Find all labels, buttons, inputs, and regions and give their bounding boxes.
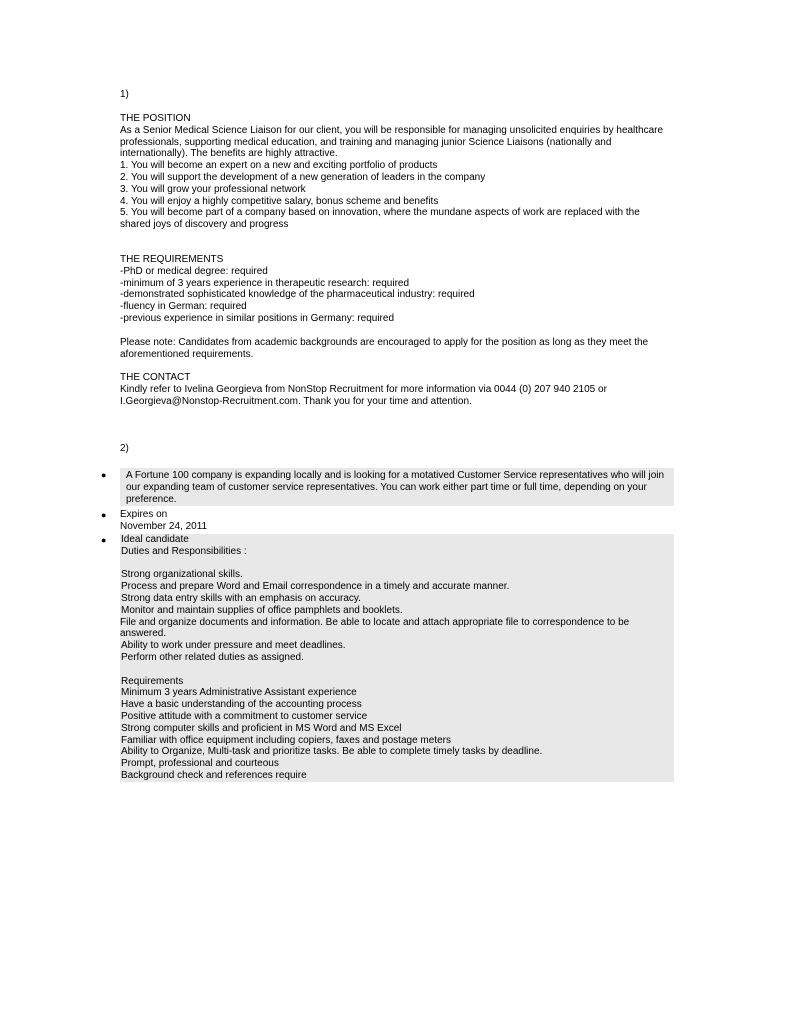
blank-line bbox=[120, 558, 674, 570]
requirements-heading: Requirements bbox=[121, 675, 184, 687]
benefit-item: 1. You will become an expert on a new and exciting portfolio of products bbox=[120, 160, 438, 172]
requirement-item: -fluency in German: required bbox=[120, 301, 247, 313]
benefit-item: 4. You will enjoy a highly competitive salary, bonus scheme and benefits bbox=[120, 195, 439, 207]
position-heading: THE POSITION bbox=[120, 113, 191, 124]
requirement-item: Strong computer skills and proficient in MS Word and MS Excel bbox=[121, 722, 402, 734]
requirement-item: -PhD or medical degree: required bbox=[120, 265, 268, 277]
requirement-item: Have a basic understanding of the accounting process bbox=[121, 699, 362, 711]
requirement-item: Background check and references require bbox=[121, 769, 307, 781]
duty-item: Process and prepare Word and Email correspondence in a timely and accurate manner. bbox=[121, 581, 510, 593]
bullet-icon: ● bbox=[101, 470, 107, 480]
ideal-candidate-label: Ideal candidate bbox=[121, 534, 189, 545]
contact-text: Kindly refer to Ivelina Georgieva from NonStop Recruitment for more information via 0044 (0) 207 940 2105 or I.Georgieva@Nonstop-Recruitment.com. Thank you for your time and attention. bbox=[120, 383, 607, 407]
requirements-section bbox=[120, 254, 680, 325]
duty-item: Ability to work under pressure and meet deadlines. bbox=[121, 640, 346, 652]
section-number: 2) bbox=[120, 443, 129, 454]
expires-item bbox=[120, 509, 674, 533]
job-intro-item bbox=[120, 468, 674, 506]
requirement-item: -demonstrated sophisticated knowledge of the pharmaceutical industry: required bbox=[120, 289, 475, 301]
position-intro: As a Senior Medical Science Liaison for our client, you will be responsible for managing unsolicited enquiries by healthcare professionals, supporting medical education, and training and managing junior Science Liaisons (nationally and internationally). The benefits are highly attractive. bbox=[120, 124, 664, 160]
duty-item: File and organize documents and information. Be able to locate and attach appropriate file to correspondence to be answered. bbox=[120, 616, 630, 640]
requirements-heading: THE REQUIREMENTS bbox=[120, 254, 224, 265]
requirement-item: -minimum of 3 years experience in therapeutic research: required bbox=[120, 277, 410, 289]
duty-item: Perform other related duties as assigned. bbox=[121, 651, 304, 663]
section-number: 1) bbox=[120, 89, 129, 100]
bullet-icon: ● bbox=[101, 535, 107, 545]
requirement-item: Minimum 3 years Administrative Assistant experience bbox=[121, 687, 357, 699]
duty-item: Strong data entry skills with an emphasis on accuracy. bbox=[121, 592, 361, 604]
note-text: Please note: Candidates from academic backgrounds are encouraged to apply for the position as long as they meet the aforementioned requirements. bbox=[120, 337, 649, 360]
blank-line bbox=[120, 664, 674, 676]
requirement-item: Familiar with office equipment including copiers, faxes and postage meters bbox=[121, 734, 451, 746]
benefit-item: 3. You will grow your professional network bbox=[120, 183, 306, 195]
section-2-number bbox=[120, 443, 680, 455]
contact-heading: THE CONTACT bbox=[120, 372, 191, 383]
duty-item: Strong organizational skills. bbox=[121, 569, 243, 581]
job-intro-text: A Fortune 100 company is expanding locally and is looking for a motatived Customer Service representatives who will join our expanding team of customer service representatives. You can work either part time or full time, depending on your preference. bbox=[126, 470, 665, 505]
requirement-item: -previous experience in similar positions in Germany: required bbox=[120, 312, 395, 324]
position-section bbox=[120, 113, 668, 231]
note-paragraph bbox=[120, 337, 672, 361]
requirement-item: Positive attitude with a commitment to customer service bbox=[121, 710, 368, 722]
requirement-item: Ability to Organize, Multi-task and prioritize tasks. Be able to complete timely tasks by deadline. bbox=[121, 746, 543, 758]
duty-item: Monitor and maintain supplies of office pamphlets and booklets. bbox=[121, 604, 403, 616]
benefit-item: 2. You will support the development of a new generation of leaders in the company bbox=[120, 171, 486, 183]
expires-label: Expires on bbox=[120, 509, 168, 520]
benefit-item: 5. You will become part of a company based on innovation, where the mundane aspects of work are replaced with the shared joys of discovery and progress bbox=[120, 207, 640, 231]
bullet-icon: ● bbox=[101, 510, 107, 520]
requirement-item: Prompt, professional and courteous bbox=[121, 758, 279, 770]
duties-heading: Duties and Responsibilities : bbox=[121, 545, 247, 557]
ideal-candidate-item bbox=[120, 534, 674, 782]
expires-date: November 24, 2011 bbox=[120, 520, 208, 532]
section-1-number bbox=[120, 89, 680, 101]
contact-section bbox=[120, 372, 640, 407]
